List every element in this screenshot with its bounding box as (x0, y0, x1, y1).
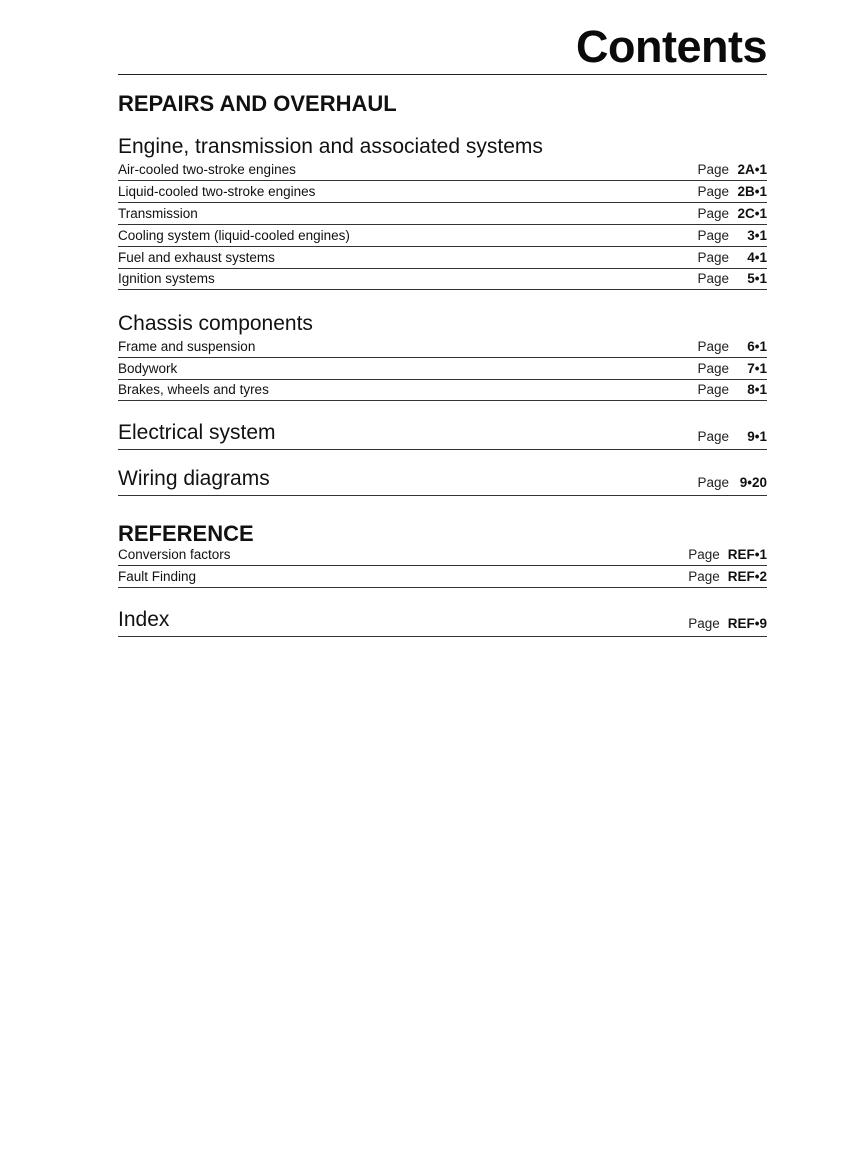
toc-entry-electrical[interactable] (118, 421, 767, 450)
toc-entry[interactable] (118, 247, 767, 269)
toc-entry-page: Page 5•1 (697, 271, 767, 286)
toc-entry-label: Electrical system (118, 421, 276, 444)
toc-entry[interactable] (118, 203, 767, 225)
toc-entry[interactable] (118, 181, 767, 203)
toc-entry-wiring[interactable] (118, 467, 767, 496)
toc-entry-page: Page 2B•1 (697, 184, 767, 199)
toc-entry-label: Liquid-cooled two-stroke engines (118, 184, 316, 199)
page-title: Contents (576, 21, 767, 72)
toc-entry-page: Page 2A•1 (697, 162, 767, 177)
toc-entry-label: Index (118, 608, 170, 631)
toc-entry-page: Page 9•1 (697, 429, 767, 444)
toc-entry-label: Conversion factors (118, 547, 231, 562)
title-divider (118, 74, 767, 75)
toc-entry-label: Frame and suspension (118, 339, 256, 354)
toc-entry-page: Page REF•1 (688, 547, 767, 562)
toc-entry-label: Brakes, wheels and tyres (118, 382, 269, 397)
toc-entry-page: Page 3•1 (697, 228, 767, 243)
toc-entry[interactable] (118, 225, 767, 247)
toc-entry-label: Air-cooled two-stroke engines (118, 162, 296, 177)
section-heading-chassis: Chassis components (118, 312, 313, 335)
toc-entry-label: Bodywork (118, 361, 178, 376)
toc-entry[interactable] (118, 358, 767, 380)
toc-entry[interactable] (118, 379, 767, 401)
part-heading-repairs: REPAIRS AND OVERHAUL (118, 91, 397, 116)
part-heading-reference: REFERENCE (118, 521, 254, 546)
toc-entry-page: Page REF•9 (688, 616, 767, 631)
toc-entry[interactable] (118, 336, 767, 358)
toc-entry-page: Page 6•1 (697, 339, 767, 354)
toc-entry-page: Page REF•2 (688, 569, 767, 584)
toc-entry-label: Fault Finding (118, 569, 197, 584)
toc-entry-page: Page 9•20 (697, 475, 767, 490)
toc-entry-page: Page 2C•1 (697, 206, 767, 221)
toc-entry-label: Ignition systems (118, 271, 215, 286)
toc-entry-index[interactable] (118, 608, 767, 637)
toc-entry[interactable] (118, 268, 767, 290)
toc-entry[interactable] (118, 544, 767, 566)
toc-entry-label: Transmission (118, 206, 198, 221)
toc-entry-page: Page 4•1 (697, 250, 767, 265)
section-heading-engine: Engine, transmission and associated systems (118, 135, 543, 158)
toc-entry-page: Page 8•1 (697, 382, 767, 397)
toc-entry[interactable] (118, 159, 767, 181)
toc-entry-page: Page 7•1 (697, 361, 767, 376)
toc-entry[interactable] (118, 566, 767, 588)
toc-entry-label: Fuel and exhaust systems (118, 250, 275, 265)
toc-entry-label: Cooling system (liquid-cooled engines) (118, 228, 350, 243)
toc-entry-label: Wiring diagrams (118, 467, 270, 490)
